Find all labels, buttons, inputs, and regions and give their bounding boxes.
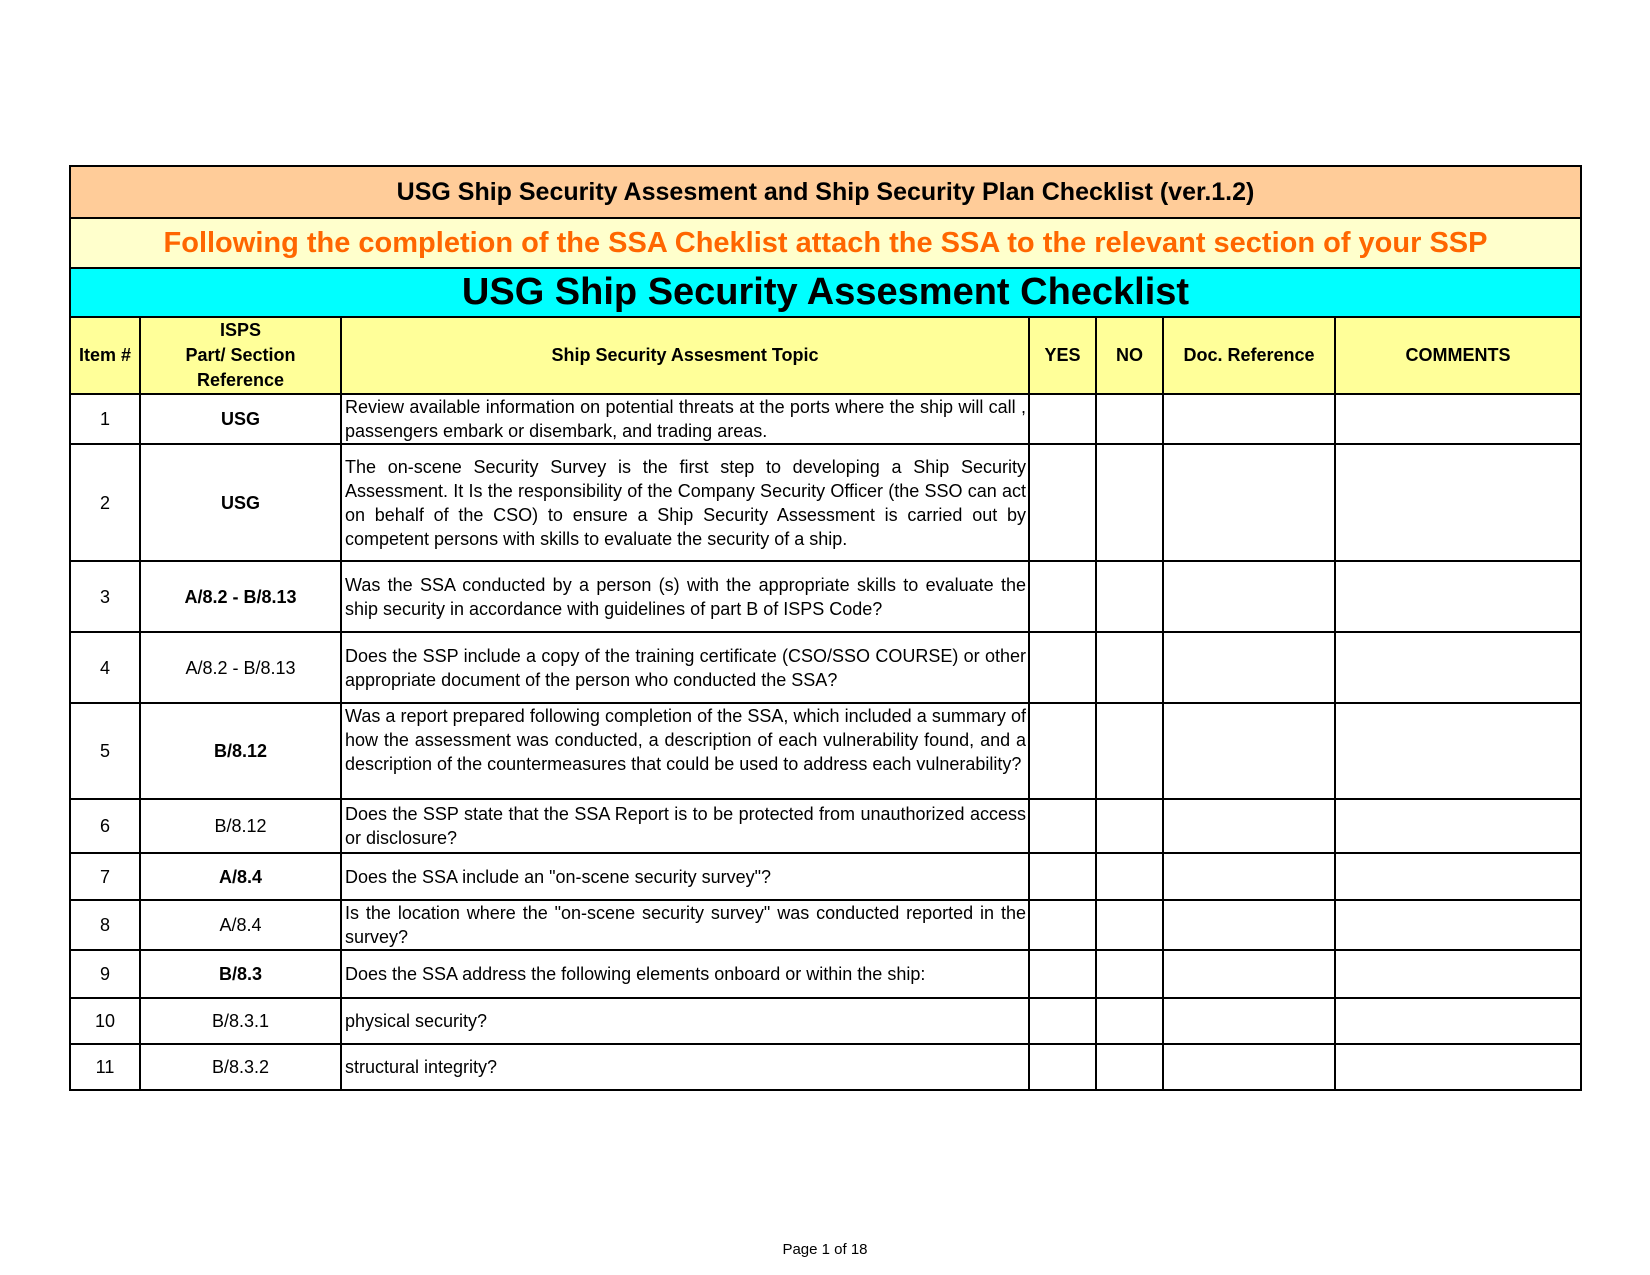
- no-cell[interactable]: [1096, 632, 1163, 703]
- header-comments: COMMENTS: [1335, 317, 1581, 394]
- assessment-topic: Was the SSA conducted by a person (s) with the appropriate skills to evaluate the ship security in accordance with guidelines of part B of ISPS Code?: [341, 561, 1029, 632]
- doc-reference-cell[interactable]: [1163, 950, 1335, 998]
- assessment-topic: The on-scene Security Survey is the first step to developing a Ship Security Assessment. It Is the responsibility of the Company Security Officer (the SSO can act on behalf of the CSO) to ensure a Ship Security Assessment is carried out by competent persons with skills to evaluate the security of a ship.: [341, 444, 1029, 561]
- item-number: 10: [70, 998, 140, 1044]
- isps-reference: USG: [140, 444, 341, 561]
- assessment-topic: Was a report prepared following completion of the SSA, which included a summary of how the assessment was conducted, a description of each vulnerability found, and a description of the countermeasures that could be used to address each vulnerability?: [341, 703, 1029, 799]
- item-number: 4: [70, 632, 140, 703]
- table-row: [70, 1044, 1581, 1090]
- assessment-topic: Review available information on potential threats at the ports where the ship will call , passengers embark or disembark, and trading areas.: [341, 394, 1029, 444]
- isps-reference: A/8.4: [140, 900, 341, 950]
- page-number: Page 1 of 18: [782, 1241, 868, 1258]
- yes-cell[interactable]: [1029, 632, 1096, 703]
- no-cell[interactable]: [1096, 394, 1163, 444]
- assessment-topic: Does the SSA address the following elements onboard or within the ship:: [341, 950, 1029, 998]
- yes-cell[interactable]: [1029, 1044, 1096, 1090]
- table-row: [70, 394, 1581, 444]
- no-cell[interactable]: [1096, 1044, 1163, 1090]
- header-no: NO: [1096, 317, 1163, 394]
- isps-reference: B/8.3.2: [140, 1044, 341, 1090]
- isps-reference: B/8.12: [140, 703, 341, 799]
- doc-reference-cell[interactable]: [1163, 703, 1335, 799]
- document-title: USG Ship Security Assesment and Ship Security Plan Checklist (ver.1.2): [70, 166, 1581, 218]
- doc-reference-cell[interactable]: [1163, 900, 1335, 950]
- item-number: 8: [70, 900, 140, 950]
- item-number: 2: [70, 444, 140, 561]
- comments-cell[interactable]: [1335, 561, 1581, 632]
- header-row: [70, 317, 1581, 394]
- isps-reference: B/8.3.1: [140, 998, 341, 1044]
- header-doc-reference: Doc. Reference: [1163, 317, 1335, 394]
- header-item: Item #: [70, 317, 140, 394]
- assessment-topic: Does the SSP state that the SSA Report is to be protected from unauthorized access or disclosure?: [341, 799, 1029, 853]
- comments-cell[interactable]: [1335, 950, 1581, 998]
- isps-reference: A/8.2 - B/8.13: [140, 632, 341, 703]
- comments-cell[interactable]: [1335, 394, 1581, 444]
- table-row: [70, 998, 1581, 1044]
- isps-reference: A/8.2 - B/8.13: [140, 561, 341, 632]
- item-number: 3: [70, 561, 140, 632]
- isps-reference: USG: [140, 394, 341, 444]
- yes-cell[interactable]: [1029, 900, 1096, 950]
- header-ref-line-1: ISPS: [219, 320, 262, 340]
- no-cell[interactable]: [1096, 703, 1163, 799]
- assessment-topic: Does the SSA include an "on-scene security survey"?: [341, 853, 1029, 900]
- assessment-topic: Is the location where the "on-scene security survey" was conducted reported in the survey?: [341, 900, 1029, 950]
- comments-cell[interactable]: [1335, 853, 1581, 900]
- table-row: [70, 799, 1581, 853]
- table-row: [70, 950, 1581, 998]
- table-row: [70, 703, 1581, 799]
- no-cell[interactable]: [1096, 799, 1163, 853]
- checklist-heading: USG Ship Security Assesment Checklist: [70, 268, 1581, 317]
- no-cell[interactable]: [1096, 444, 1163, 561]
- assessment-topic: physical security?: [341, 998, 1029, 1044]
- comments-cell[interactable]: [1335, 632, 1581, 703]
- no-cell[interactable]: [1096, 998, 1163, 1044]
- item-number: 11: [70, 1044, 140, 1090]
- yes-cell[interactable]: [1029, 561, 1096, 632]
- checklist-table: [69, 165, 1582, 1091]
- instruction-banner: Following the completion of the SSA Cheklist attach the SSA to the relevant section of your SSP: [70, 218, 1581, 268]
- doc-reference-cell[interactable]: [1163, 444, 1335, 561]
- yes-cell[interactable]: [1029, 799, 1096, 853]
- header-isps-reference: [140, 317, 341, 394]
- item-number: 7: [70, 853, 140, 900]
- item-number: 6: [70, 799, 140, 853]
- table-row: [70, 853, 1581, 900]
- yes-cell[interactable]: [1029, 703, 1096, 799]
- header-topic: Ship Security Assesment Topic: [341, 317, 1029, 394]
- header-ref-line-3: Reference: [196, 370, 285, 390]
- table-row: [70, 561, 1581, 632]
- yes-cell[interactable]: [1029, 950, 1096, 998]
- table-row: [70, 444, 1581, 561]
- doc-reference-cell[interactable]: [1163, 632, 1335, 703]
- doc-reference-cell[interactable]: [1163, 853, 1335, 900]
- item-number: 5: [70, 703, 140, 799]
- comments-cell[interactable]: [1335, 1044, 1581, 1090]
- yes-cell[interactable]: [1029, 998, 1096, 1044]
- doc-reference-cell[interactable]: [1163, 561, 1335, 632]
- item-number: 9: [70, 950, 140, 998]
- comments-cell[interactable]: [1335, 900, 1581, 950]
- doc-reference-cell[interactable]: [1163, 799, 1335, 853]
- yes-cell[interactable]: [1029, 444, 1096, 561]
- no-cell[interactable]: [1096, 853, 1163, 900]
- doc-reference-cell[interactable]: [1163, 394, 1335, 444]
- header-yes: YES: [1029, 317, 1096, 394]
- comments-cell[interactable]: [1335, 703, 1581, 799]
- yes-cell[interactable]: [1029, 853, 1096, 900]
- header-ref-line-2: Part/ Section: [185, 345, 296, 365]
- no-cell[interactable]: [1096, 900, 1163, 950]
- checklist-rows: [70, 394, 1581, 1090]
- assessment-topic: Does the SSP include a copy of the training certificate (CSO/SSO COURSE) or other appropriate document of the person who conducted the SSA?: [341, 632, 1029, 703]
- table-row: [70, 632, 1581, 703]
- no-cell[interactable]: [1096, 561, 1163, 632]
- doc-reference-cell[interactable]: [1163, 998, 1335, 1044]
- assessment-topic: structural integrity?: [341, 1044, 1029, 1090]
- isps-reference: A/8.4: [140, 853, 341, 900]
- comments-cell[interactable]: [1335, 444, 1581, 561]
- comments-cell[interactable]: [1335, 998, 1581, 1044]
- no-cell[interactable]: [1096, 950, 1163, 998]
- doc-reference-cell[interactable]: [1163, 1044, 1335, 1090]
- comments-cell[interactable]: [1335, 799, 1581, 853]
- isps-reference: B/8.12: [140, 799, 341, 853]
- yes-cell[interactable]: [1029, 394, 1096, 444]
- table-row: [70, 900, 1581, 950]
- item-number: 1: [70, 394, 140, 444]
- isps-reference: B/8.3: [140, 950, 341, 998]
